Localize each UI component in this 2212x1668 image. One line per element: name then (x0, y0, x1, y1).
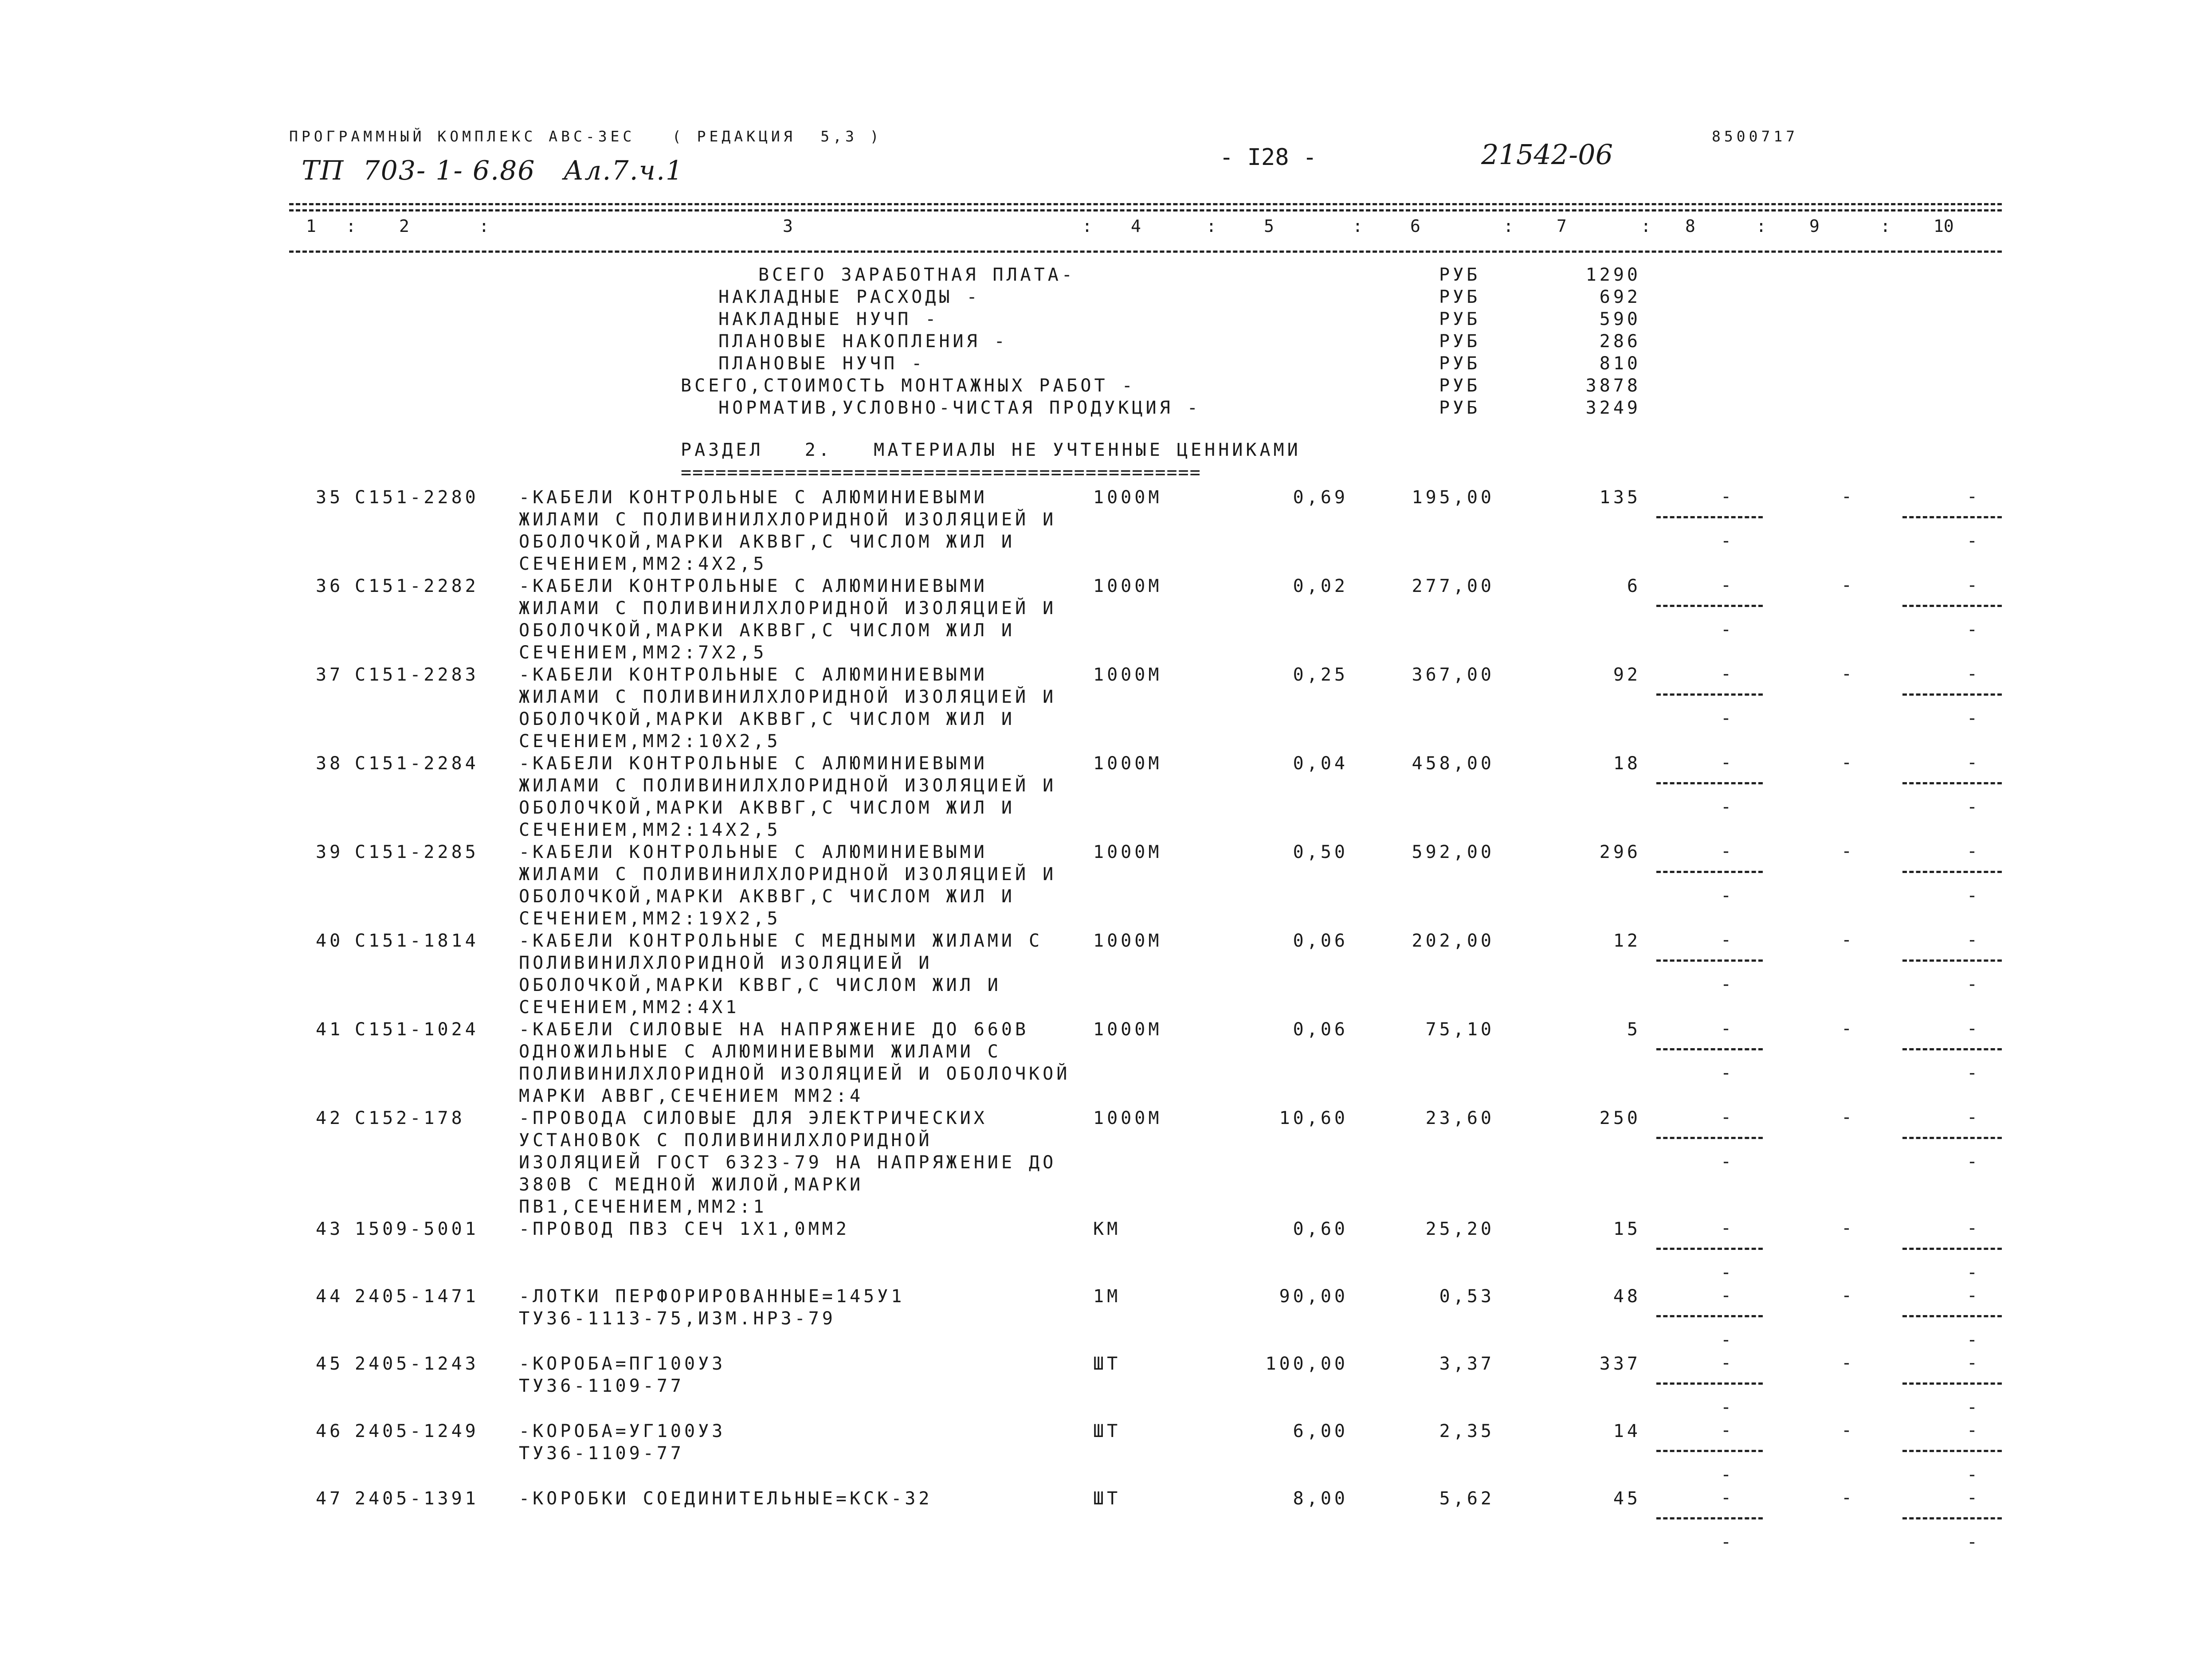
row-total: 5 (1627, 1019, 1641, 1040)
column-number: 1 (306, 216, 316, 236)
col8-rule (1656, 1315, 1763, 1317)
row-price: 3,37 (1439, 1354, 1494, 1374)
column-number: 10 (1934, 216, 1954, 236)
col10-rule (1902, 693, 2002, 696)
row-description-line: -КАБЕЛИ КОНТРОЛЬНЫЕ С АЛЮМИНИЕВЫМИ (519, 665, 988, 685)
col9-value: - (1841, 486, 1855, 507)
handwritten-document-code: ТП 703- 1- 6.86 Ал.7.ч.1 (302, 155, 684, 186)
page-number: - I28 - (1220, 144, 1317, 171)
col10-subvalue: - (1967, 1151, 1981, 1172)
row-price: 25,20 (1425, 1219, 1494, 1239)
col10-subvalue: - (1967, 1330, 1981, 1350)
column-number-row (0, 216, 2212, 239)
row-description-line: -ПРОВОД ПВЗ СЕЧ 1Х1,0ММ2 (519, 1219, 850, 1239)
row-number: 47 (316, 1488, 344, 1509)
row-code: 2405-1243 (355, 1354, 479, 1374)
col10-subvalue: - (1967, 1397, 1981, 1417)
row-quantity: 6,00 (1293, 1421, 1348, 1441)
document-code: 8500717 (1712, 128, 1799, 145)
row-description-line: ОБОЛОЧКОЙ,МАРКИ АКВВГ,С ЧИСЛОМ ЖИЛ И (519, 886, 1015, 907)
row-unit: 1000М (1093, 1019, 1162, 1040)
row-description-line: -КАБЕЛИ КОНТРОЛЬНЫЕ С АЛЮМИНИЕВЫМИ (519, 576, 988, 596)
row-price: 202,00 (1412, 931, 1494, 951)
row-total: 337 (1599, 1354, 1641, 1374)
top-rule (289, 203, 2002, 205)
row-description-line: ЖИЛАМИ С ПОЛИВИНИЛХЛОРИДНОЙ ИЗОЛЯЦИЕЙ И (519, 598, 1057, 619)
row-description-line: -КОРОБА=УГ100УЗ (519, 1421, 726, 1441)
col8-rule (1656, 693, 1763, 696)
col8-subvalue: - (1721, 797, 1735, 817)
column-separator: : (1082, 216, 1092, 236)
col10-rule (1902, 1517, 2002, 1519)
col8-subvalue: - (1721, 619, 1735, 640)
row-description-line: СЕЧЕНИЕМ,ММ2:10Х2,5 (519, 731, 781, 752)
col9-value: - (1841, 841, 1855, 861)
row-total: 15 (1613, 1219, 1641, 1239)
row-description-line: -КАБЕЛИ КОНТРОЛЬНЫЕ С МЕДНЫМИ ЖИЛАМИ С (519, 931, 1043, 951)
column-separator: : (1353, 216, 1363, 236)
col8-value: - (1721, 486, 1735, 507)
software-header: ПРОГРАММНЫЙ КОМПЛЕКС АВС-ЗЕС ( РЕДАКЦИЯ 5,3 ) (289, 128, 882, 145)
row-description-line: УСТАНОВОК С ПОЛИВИНИЛХЛОРИДНОЙ (519, 1130, 933, 1151)
row-price: 195,00 (1412, 487, 1494, 508)
row-total: 18 (1613, 753, 1641, 774)
row-price: 0,53 (1439, 1286, 1494, 1307)
row-description-line: СЕЧЕНИЕМ,ММ2:4Х1 (519, 997, 740, 1018)
col10-value: - (1967, 575, 1981, 595)
row-description-line: ТУ36-1113-75,ИЗМ.НРЗ-79 (519, 1308, 836, 1329)
row-price: 75,10 (1425, 1019, 1494, 1040)
row-description-line: ПОЛИВИНИЛХЛОРИДНОЙ ИЗОЛЯЦИЕЙ И (519, 953, 933, 973)
column-separator: : (479, 216, 489, 236)
col8-rule (1656, 1450, 1763, 1452)
row-number: 45 (316, 1354, 344, 1374)
col10-value: - (1967, 1353, 1981, 1373)
section-underline: ============================================= (681, 462, 1201, 483)
row-total: 45 (1613, 1488, 1641, 1509)
row-price: 5,62 (1439, 1488, 1494, 1509)
col8-rule (1656, 871, 1763, 873)
col10-subvalue: - (1967, 708, 1981, 728)
col9-value: - (1841, 1285, 1855, 1306)
column-separator: : (1206, 216, 1216, 236)
row-code: 2405-1391 (355, 1488, 479, 1509)
col10-subvalue: - (1967, 1063, 1981, 1083)
column-number: 5 (1264, 216, 1274, 236)
summary-value: 590 (1599, 309, 1641, 329)
row-number: 37 (316, 665, 344, 685)
row-unit: ШТ (1093, 1354, 1121, 1374)
col8-value: - (1721, 1353, 1735, 1373)
row-description-line: СЕЧЕНИЕМ,ММ2:7Х2,5 (519, 642, 767, 663)
row-quantity: 0,60 (1293, 1219, 1348, 1239)
row-description-line: ОДНОЖИЛЬНЫЕ С АЛЮМИНИЕВЫМИ ЖИЛАМИ С (519, 1042, 1001, 1062)
row-number: 36 (316, 576, 344, 596)
summary-unit: РУБ (1439, 309, 1481, 329)
column-separator: : (1503, 216, 1514, 236)
summary-label: НАКЛАДНЫЕ РАСХОДЫ - (718, 287, 980, 307)
row-code: С151-2282 (355, 576, 479, 596)
col10-value: - (1967, 1488, 1981, 1508)
col10-rule (1902, 1048, 2002, 1050)
summary-label: НАКЛАДНЫЕ НУЧП - (718, 309, 939, 329)
col8-subvalue: - (1721, 1532, 1735, 1552)
row-total: 135 (1599, 487, 1641, 508)
row-total: 48 (1613, 1286, 1641, 1307)
row-code: С151-1814 (355, 931, 479, 951)
row-description-line: ПВ1,СЕЧЕНИЕМ,ММ2:1 (519, 1197, 767, 1217)
col8-subvalue: - (1721, 1464, 1735, 1485)
row-number: 41 (316, 1019, 344, 1040)
col10-rule (1902, 782, 2002, 784)
col10-rule (1902, 1137, 2002, 1139)
row-total: 14 (1613, 1421, 1641, 1441)
col10-value: - (1967, 930, 1981, 950)
col10-value: - (1967, 1018, 1981, 1039)
col8-subvalue: - (1721, 1151, 1735, 1172)
summary-label: ВСЕГО ЗАРАБОТНАЯ ПЛАТА- (758, 265, 1075, 285)
col8-rule (1656, 1248, 1763, 1250)
column-number: 3 (783, 216, 793, 236)
row-unit: 1000М (1093, 576, 1162, 596)
col10-value: - (1967, 1285, 1981, 1306)
row-description-line: МАРКИ АВВГ,СЕЧЕНИЕМ ММ2:4 (519, 1086, 864, 1106)
row-price: 458,00 (1412, 753, 1494, 774)
col10-rule (1902, 871, 2002, 873)
row-description-line: ОБОЛОЧКОЙ,МАРКИ АКВВГ,С ЧИСЛОМ ЖИЛ И (519, 798, 1015, 818)
col8-value: - (1721, 1285, 1735, 1306)
col10-rule (1902, 605, 2002, 607)
col9-value: - (1841, 1218, 1855, 1238)
col8-rule (1656, 782, 1763, 784)
row-description-line: -КАБЕЛИ КОНТРОЛЬНЫЕ С АЛЮМИНИЕВЫМИ (519, 753, 988, 774)
col10-rule (1902, 1248, 2002, 1250)
row-price: 2,35 (1439, 1421, 1494, 1441)
row-number: 44 (316, 1286, 344, 1307)
row-code: 2405-1249 (355, 1421, 479, 1441)
col10-value: - (1967, 1107, 1981, 1128)
row-price: 367,00 (1412, 665, 1494, 685)
summary-value: 3878 (1585, 376, 1641, 396)
row-unit: 1000М (1093, 665, 1162, 685)
row-unit: 1000М (1093, 487, 1162, 508)
row-number: 46 (316, 1421, 344, 1441)
col9-value: - (1841, 1107, 1855, 1128)
row-quantity: 90,00 (1279, 1286, 1348, 1307)
col8-subvalue: - (1721, 1397, 1735, 1417)
column-number: 7 (1557, 216, 1567, 236)
header-bottom-rule (289, 251, 2002, 253)
col8-rule (1656, 605, 1763, 607)
col8-subvalue: - (1721, 1330, 1735, 1350)
row-number: 43 (316, 1219, 344, 1239)
row-description-line: ПОЛИВИНИЛХЛОРИДНОЙ ИЗОЛЯЦИЕЙ И ОБОЛОЧКОЙ (519, 1064, 1071, 1084)
summary-value: 286 (1599, 331, 1641, 352)
col8-subvalue: - (1721, 1063, 1735, 1083)
col8-subvalue: - (1721, 708, 1735, 728)
col8-value: - (1721, 930, 1735, 950)
row-unit: КМ (1093, 1219, 1121, 1239)
row-code: С151-1024 (355, 1019, 479, 1040)
column-separator: : (346, 216, 356, 236)
row-quantity: 0,06 (1293, 1019, 1348, 1040)
row-description-line: -КОРОБА=ПГ100УЗ (519, 1354, 726, 1374)
row-description-line: ТУ36-1109-77 (519, 1376, 684, 1396)
col10-value: - (1967, 486, 1981, 507)
col10-subvalue: - (1967, 1532, 1981, 1552)
summary-unit: РУБ (1439, 287, 1481, 307)
col9-value: - (1841, 664, 1855, 684)
col9-value: - (1841, 575, 1855, 595)
col8-value: - (1721, 1218, 1735, 1238)
col8-rule (1656, 959, 1763, 962)
row-total: 92 (1613, 665, 1641, 685)
col10-rule (1902, 1382, 2002, 1385)
col9-value: - (1841, 1420, 1855, 1441)
row-quantity: 0,06 (1293, 931, 1348, 951)
summary-value: 3249 (1585, 398, 1641, 418)
row-quantity: 0,25 (1293, 665, 1348, 685)
col10-value: - (1967, 841, 1981, 861)
row-code: 2405-1471 (355, 1286, 479, 1307)
col10-subvalue: - (1967, 974, 1981, 995)
row-number: 39 (316, 842, 344, 862)
row-description-line: ЖИЛАМИ С ПОЛИВИНИЛХЛОРИДНОЙ ИЗОЛЯЦИЕЙ И (519, 775, 1057, 796)
row-code: С151-2284 (355, 753, 479, 774)
row-description-line: -ПРОВОДА СИЛОВЫЕ ДЛЯ ЭЛЕКТРИЧЕСКИХ (519, 1108, 988, 1128)
summary-unit: РУБ (1439, 353, 1481, 374)
col10-subvalue: - (1967, 531, 1981, 551)
col8-subvalue: - (1721, 885, 1735, 906)
row-description-line: ОБОЛОЧКОЙ,МАРКИ АКВВГ,С ЧИСЛОМ ЖИЛ И (519, 709, 1015, 729)
row-total: 6 (1627, 576, 1641, 596)
row-description-line: ЖИЛАМИ С ПОЛИВИНИЛХЛОРИДНОЙ ИЗОЛЯЦИЕЙ И (519, 509, 1057, 530)
col8-subvalue: - (1721, 531, 1735, 551)
col8-value: - (1721, 1018, 1735, 1039)
row-quantity: 8,00 (1293, 1488, 1348, 1509)
col8-subvalue: - (1721, 974, 1735, 995)
summary-value: 810 (1599, 353, 1641, 374)
row-description-line: -КАБЕЛИ КОНТРОЛЬНЫЕ С АЛЮМИНИЕВЫМИ (519, 487, 988, 508)
row-price: 277,00 (1412, 576, 1494, 596)
col8-subvalue: - (1721, 1262, 1735, 1283)
row-description-line: ЖИЛАМИ С ПОЛИВИНИЛХЛОРИДНОЙ ИЗОЛЯЦИЕЙ И (519, 864, 1057, 885)
summary-label: НОРМАТИВ,УСЛОВНО-ЧИСТАЯ ПРОДУКЦИЯ - (718, 398, 1201, 418)
row-description-line: -КОРОБКИ СОЕДИНИТЕЛЬНЫЕ=КСК-32 (519, 1488, 933, 1509)
row-code: 1509-5001 (355, 1219, 479, 1239)
row-unit: ШТ (1093, 1488, 1121, 1509)
row-unit: 1000М (1093, 842, 1162, 862)
row-description-line: ОБОЛОЧКОЙ,МАРКИ АКВВГ,С ЧИСЛОМ ЖИЛ И (519, 532, 1015, 552)
column-number: 9 (1809, 216, 1820, 236)
section-title: РАЗДЕЛ 2. МАТЕРИАЛЫ НЕ УЧТЕННЫЕ ЦЕННИКАМИ (681, 440, 1301, 460)
col9-value: - (1841, 1488, 1855, 1508)
row-description-line: ОБОЛОЧКОЙ,МАРКИ АКВВГ,С ЧИСЛОМ ЖИЛ И (519, 620, 1015, 641)
row-description-line: ЖИЛАМИ С ПОЛИВИНИЛХЛОРИДНОЙ ИЗОЛЯЦИЕЙ И (519, 687, 1057, 707)
col10-subvalue: - (1967, 1262, 1981, 1283)
col8-rule (1656, 1517, 1763, 1519)
row-code: С151-2280 (355, 487, 479, 508)
column-separator: : (1641, 216, 1651, 236)
row-unit: 1000М (1093, 1108, 1162, 1128)
row-description-line: ИЗОЛЯЦИЕЙ ГОСТ 6323-79 НА НАПРЯЖЕНИЕ ДО (519, 1152, 1057, 1173)
summary-label: ПЛАНОВЫЕ НАКОПЛЕНИЯ - (718, 331, 1008, 352)
col10-rule (1902, 516, 2002, 518)
column-number: 6 (1410, 216, 1420, 236)
summary-unit: РУБ (1439, 398, 1481, 418)
row-number: 40 (316, 931, 344, 951)
summary-value: 1290 (1585, 265, 1641, 285)
row-description-line: 380В С МЕДНОЙ ЖИЛОЙ,МАРКИ (519, 1175, 864, 1195)
row-number: 38 (316, 753, 344, 774)
col9-value: - (1841, 1018, 1855, 1039)
row-quantity: 0,04 (1293, 753, 1348, 774)
col10-rule (1902, 959, 2002, 962)
col10-value: - (1967, 664, 1981, 684)
col9-value: - (1841, 1353, 1855, 1373)
row-code: С151-2285 (355, 842, 479, 862)
row-number: 42 (316, 1108, 344, 1128)
row-description-line: СЕЧЕНИЕМ,ММ2:4Х2,5 (519, 554, 767, 574)
summary-label: ВСЕГО,СТОИМОСТЬ МОНТАЖНЫХ РАБОТ - (681, 376, 1136, 396)
col10-subvalue: - (1967, 797, 1981, 817)
col8-value: - (1721, 1488, 1735, 1508)
row-unit: 1000М (1093, 753, 1162, 774)
row-description-line: СЕЧЕНИЕМ,ММ2:14Х2,5 (519, 820, 781, 840)
column-number: 4 (1131, 216, 1141, 236)
row-price: 592,00 (1412, 842, 1494, 862)
col10-subvalue: - (1967, 885, 1981, 906)
row-total: 296 (1599, 842, 1641, 862)
row-total: 250 (1599, 1108, 1641, 1128)
col10-value: - (1967, 752, 1981, 773)
row-quantity: 100,00 (1265, 1354, 1348, 1374)
row-number: 35 (316, 487, 344, 508)
summary-unit: РУБ (1439, 265, 1481, 285)
col8-value: - (1721, 841, 1735, 861)
column-number: 8 (1685, 216, 1695, 236)
col8-value: - (1721, 575, 1735, 595)
row-quantity: 0,69 (1293, 487, 1348, 508)
row-unit: ШТ (1093, 1421, 1121, 1441)
column-separator: : (1756, 216, 1766, 236)
handwritten-stamp: 21542-06 (1481, 138, 1613, 171)
row-description-line: ОБОЛОЧКОЙ,МАРКИ КВВГ,С ЧИСЛОМ ЖИЛ И (519, 975, 1001, 995)
row-quantity: 0,50 (1293, 842, 1348, 862)
column-number: 2 (399, 216, 409, 236)
row-description-line: -КАБЕЛИ СИЛОВЫЕ НА НАПРЯЖЕНИЕ ДО 660В (519, 1019, 1029, 1040)
summary-unit: РУБ (1439, 376, 1481, 396)
row-description-line: ТУ36-1109-77 (519, 1443, 684, 1464)
row-description-line: СЕЧЕНИЕМ,ММ2:19Х2,5 (519, 908, 781, 929)
top-rule-2 (289, 209, 2002, 211)
col8-value: - (1721, 1107, 1735, 1128)
row-price: 23,60 (1425, 1108, 1494, 1128)
row-quantity: 10,60 (1279, 1108, 1348, 1128)
col8-rule (1656, 1048, 1763, 1050)
col10-value: - (1967, 1420, 1981, 1441)
row-total: 12 (1613, 931, 1641, 951)
col8-value: - (1721, 1420, 1735, 1441)
col9-value: - (1841, 752, 1855, 773)
row-description-line: -КАБЕЛИ КОНТРОЛЬНЫЕ С АЛЮМИНИЕВЫМИ (519, 842, 988, 862)
col8-rule (1656, 516, 1763, 518)
col10-rule (1902, 1450, 2002, 1452)
row-unit: 1М (1093, 1286, 1121, 1307)
col10-value: - (1967, 1218, 1981, 1238)
summary-value: 692 (1599, 287, 1641, 307)
col8-value: - (1721, 752, 1735, 773)
row-code: С152-178 (355, 1108, 465, 1128)
summary-label: ПЛАНОВЫЕ НУЧП - (718, 353, 926, 374)
col8-rule (1656, 1137, 1763, 1139)
row-code: С151-2283 (355, 665, 479, 685)
col10-subvalue: - (1967, 1464, 1981, 1485)
col9-value: - (1841, 930, 1855, 950)
row-description-line: -ЛОТКИ ПЕРФОРИРОВАННЫЕ=145У1 (519, 1286, 905, 1307)
col8-rule (1656, 1382, 1763, 1385)
row-quantity: 0,02 (1293, 576, 1348, 596)
row-unit: 1000М (1093, 931, 1162, 951)
summary-unit: РУБ (1439, 331, 1481, 352)
column-separator: : (1880, 216, 1890, 236)
col8-value: - (1721, 664, 1735, 684)
col10-rule (1902, 1315, 2002, 1317)
col10-subvalue: - (1967, 619, 1981, 640)
